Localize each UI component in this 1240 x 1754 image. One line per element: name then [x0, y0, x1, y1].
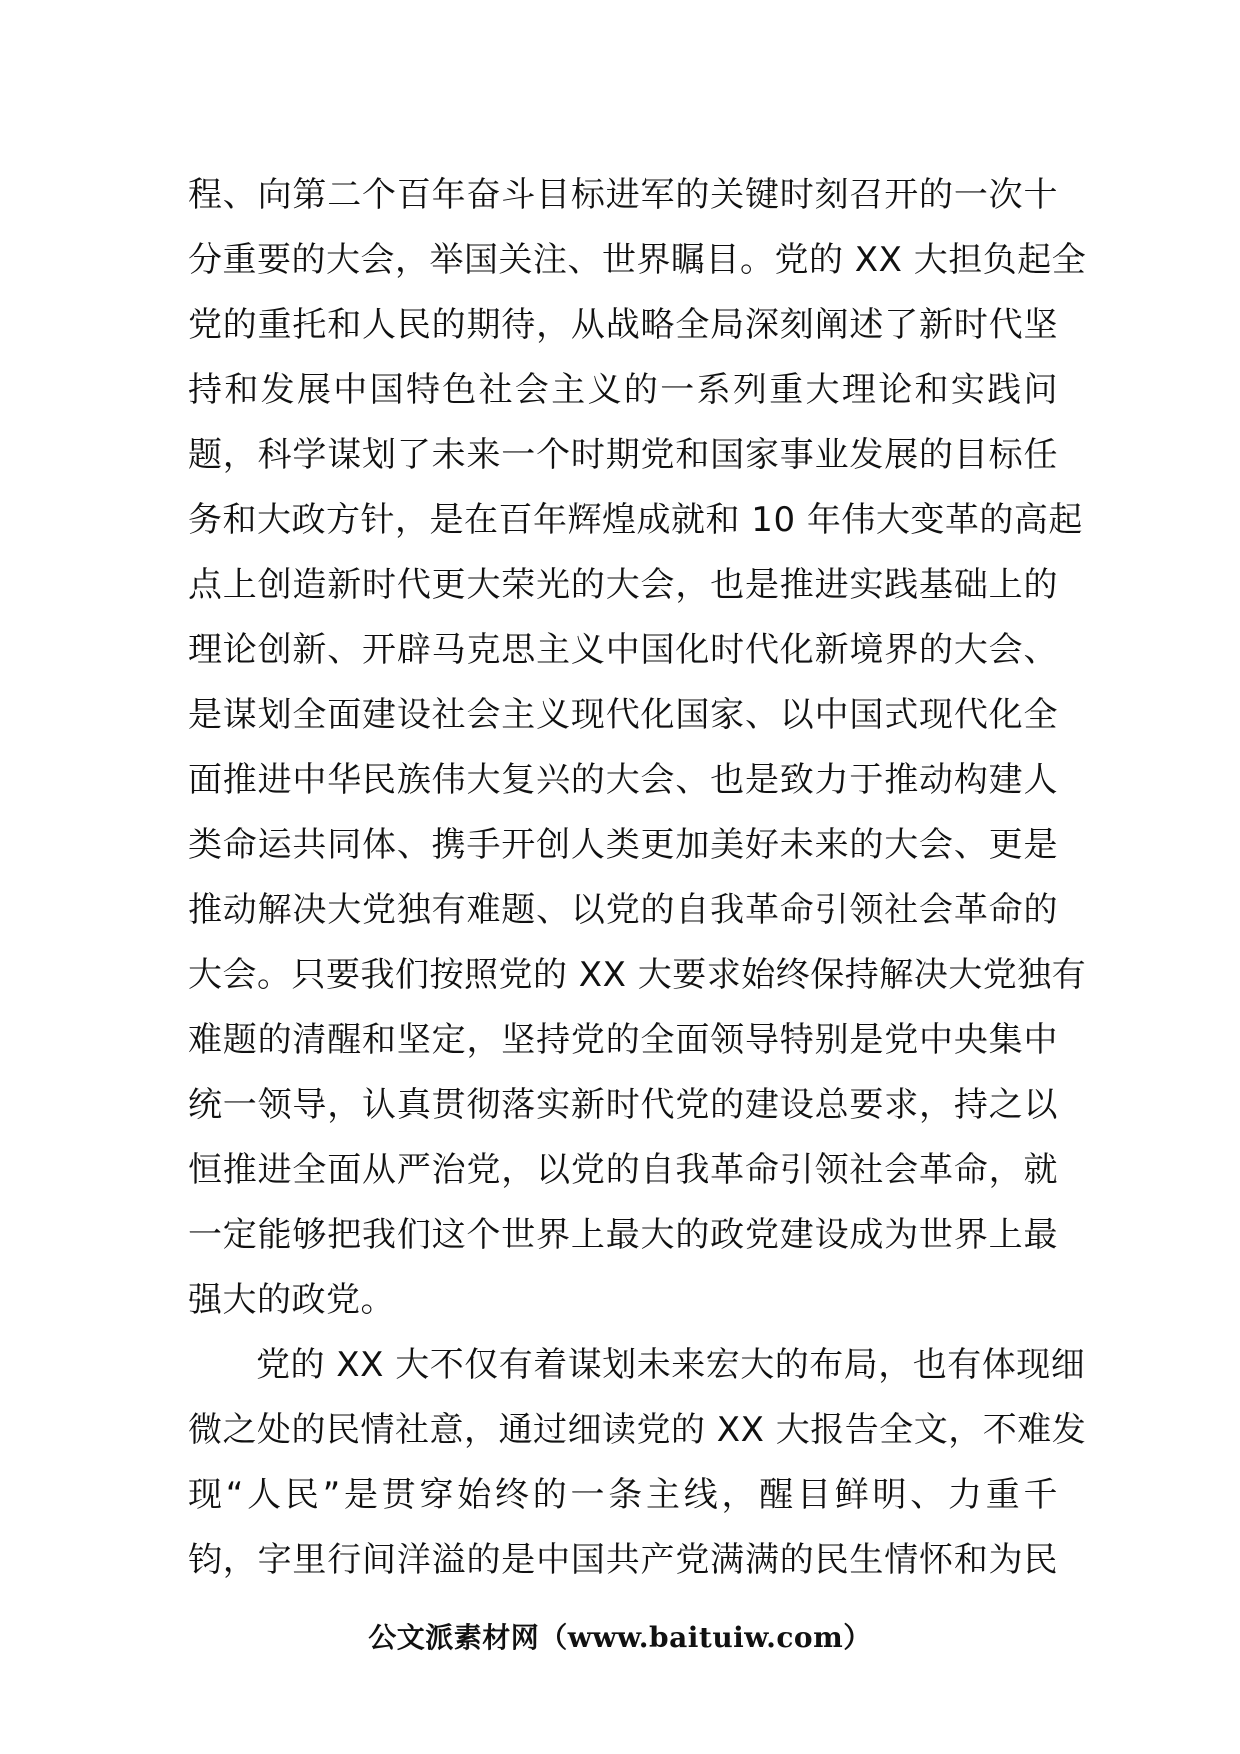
- page-footer: 公文派素材网（www.baituiw.com）: [368, 1621, 872, 1654]
- paragraph-line: 恒推进全面从严治党，以党的自我革命引领社会革命，就: [188, 1150, 1058, 1190]
- paragraph-line: 党的 XX 大不仅有着谋划未来宏大的布局，也有体现细: [256, 1345, 1086, 1385]
- paragraph-line: 强大的政党。: [188, 1280, 395, 1320]
- paragraph-line: 一定能够把我们这个世界上最大的政党建设成为世界上最: [188, 1215, 1058, 1255]
- paragraph-line: 程、向第二个百年奋斗目标进军的关键时刻召开的一次十: [188, 175, 1058, 215]
- paragraph: [188, 163, 1087, 1333]
- paragraph: [188, 1333, 1087, 1593]
- paragraph-line: 持和发展中国特色社会主义的一系列重大理论和实践问: [188, 370, 1058, 410]
- paragraph-line: 理论创新、开辟马克思主义中国化时代化新境界的大会、: [188, 630, 1058, 670]
- paragraph-line: 现“人民”是贯穿始终的一条主线，醒目鲜明、力重千: [188, 1475, 1058, 1515]
- paragraph-line: 是谋划全面建设社会主义现代化国家、以中国式现代化全: [188, 695, 1058, 735]
- paragraph-line: 推动解决大党独有难题、以党的自我革命引领社会革命的: [188, 890, 1058, 930]
- document-body: [188, 163, 1087, 1593]
- paragraph-line: 类命运共同体、携手开创人类更加美好未来的大会、更是: [188, 825, 1058, 865]
- paragraph-line: 务和大政方针，是在百年辉煌成就和 10 年伟大变革的高起: [188, 500, 1083, 540]
- paragraph-line: 钧，字里行间洋溢的是中国共产党满满的民生情怀和为民: [188, 1540, 1058, 1580]
- paragraph-line: 题，科学谋划了未来一个时期党和国家事业发展的目标任: [188, 435, 1058, 475]
- paragraph-line: 难题的清醒和坚定，坚持党的全面领导特别是党中央集中: [188, 1020, 1058, 1060]
- paragraph-line: 分重要的大会，举国关注、世界瞩目。党的 XX 大担负起全: [188, 240, 1087, 280]
- paragraph-line: 点上创造新时代更大荣光的大会，也是推进实践基础上的: [188, 565, 1058, 605]
- paragraph-line: 统一领导，认真贯彻落实新时代党的建设总要求，持之以: [188, 1085, 1058, 1125]
- paragraph-line: 微之处的民情社意，通过细读党的 XX 大报告全文，不难发: [188, 1410, 1087, 1450]
- paragraph-line: 大会。只要我们按照党的 XX 大要求始终保持解决大党独有: [188, 955, 1087, 995]
- paragraph-line: 面推进中华民族伟大复兴的大会、也是致力于推动构建人: [188, 760, 1058, 800]
- paragraph-line: 党的重托和人民的期待，从战略全局深刻阐述了新时代坚: [188, 305, 1058, 345]
